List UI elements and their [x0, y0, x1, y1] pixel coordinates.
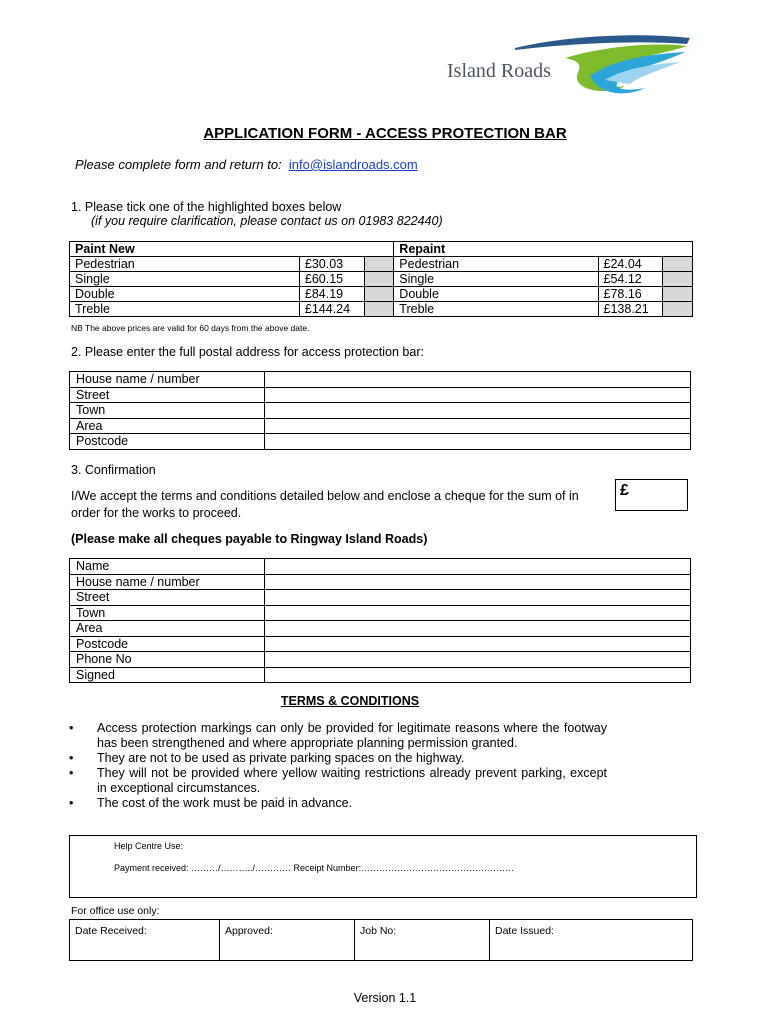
payment-received-line: Payment received: ………/………../………… Receipt Number:……………………………………………: [114, 863, 515, 873]
version-label: Version 1.1: [353, 991, 417, 1005]
repaint-label: Double: [394, 287, 598, 302]
prices-validity-note: NB The above prices are valid for 60 days from the above date.: [71, 323, 310, 333]
field-label: Name: [70, 559, 265, 575]
signature-input[interactable]: [265, 667, 691, 683]
price-row: [70, 257, 693, 272]
field-label: Phone No: [70, 652, 265, 668]
paint-new-price: £84.19: [299, 287, 364, 302]
terms-heading: TERMS & CONDITIONS: [280, 694, 420, 708]
phone-input[interactable]: [265, 652, 691, 668]
paint-new-price: £30.03: [299, 257, 364, 272]
street-input[interactable]: [265, 387, 691, 403]
section2-heading: 2. Please enter the full postal address for access protection bar:: [71, 345, 424, 359]
postcode-input[interactable]: [265, 434, 691, 450]
field-label: Postcode: [70, 434, 265, 450]
section3-heading: 3. Confirmation: [71, 463, 156, 477]
repaint-label: Single: [394, 272, 598, 287]
name-input[interactable]: [265, 559, 691, 575]
paint-new-tick-box[interactable]: [364, 302, 394, 317]
applicant-table: [69, 558, 691, 683]
field-label: Town: [70, 605, 265, 621]
cheques-note: (Please make all cheques payable to Ringway Island Roads): [71, 532, 428, 546]
paint-new-label: Double: [70, 287, 300, 302]
date-issued-cell: Date Issued:: [490, 920, 693, 961]
section1-heading: 1. Please tick one of the highlighted boxes below: [71, 200, 342, 214]
paint-new-label: Single: [70, 272, 300, 287]
terms-list: [62, 721, 607, 811]
list-item: • They will not be provided where yellow waiting restrictions already prevent parking, except in exceptional circumstances.: [62, 766, 607, 796]
price-row: [70, 272, 693, 287]
address-table: [69, 371, 691, 450]
paint-new-price: £144.24: [299, 302, 364, 317]
town-input[interactable]: [265, 605, 691, 621]
repaint-label: Treble: [394, 302, 598, 317]
help-centre-label: Help Centre Use:: [114, 841, 184, 851]
town-input[interactable]: [265, 403, 691, 419]
house-name-input[interactable]: [265, 372, 691, 388]
email-link[interactable]: info@islandroads.com: [288, 157, 418, 172]
paint-new-label: Treble: [70, 302, 300, 317]
intro-line: [75, 157, 418, 172]
field-label: Street: [70, 590, 265, 606]
street-input[interactable]: [265, 590, 691, 606]
repaint-header: Repaint: [394, 242, 693, 257]
repaint-tick-box[interactable]: [663, 272, 693, 287]
house-name-input[interactable]: [265, 574, 691, 590]
price-row: [70, 302, 693, 317]
repaint-price: £138.21: [598, 302, 663, 317]
repaint-tick-box[interactable]: [663, 287, 693, 302]
repaint-price: £54.12: [598, 272, 663, 287]
office-use-table: [69, 919, 693, 961]
repaint-tick-box[interactable]: [663, 302, 693, 317]
field-label: House name / number: [70, 574, 265, 590]
price-row: [70, 287, 693, 302]
acceptance-text: I/We accept the terms and conditions detailed below and enclose a cheque for the sum of in order for the works to proceed.: [71, 489, 579, 520]
repaint-price: £78.16: [598, 287, 663, 302]
field-label: Area: [70, 418, 265, 434]
field-label: Signed: [70, 667, 265, 683]
paint-new-price: £60.15: [299, 272, 364, 287]
cheque-amount-field[interactable]: [615, 479, 688, 511]
intro-text: Please complete form and return to:: [75, 157, 282, 172]
job-no-cell: Job No:: [355, 920, 490, 961]
currency-symbol: £: [620, 482, 629, 499]
logo-text: Island Roads: [447, 60, 551, 82]
paint-new-label: Pedestrian: [70, 257, 300, 272]
field-label: Town: [70, 403, 265, 419]
list-item: • They are not to be used as private parking spaces on the highway.: [62, 751, 607, 766]
paint-new-tick-box[interactable]: [364, 287, 394, 302]
field-label: Area: [70, 621, 265, 637]
list-item: • Access protection markings can only be provided for legitimate reasons where the footway has been strengthened and where appropriate planning permission granted.: [62, 721, 607, 751]
repaint-price: £24.04: [598, 257, 663, 272]
paint-new-header: Paint New: [70, 242, 394, 257]
paint-new-tick-box[interactable]: [364, 272, 394, 287]
repaint-label: Pedestrian: [394, 257, 598, 272]
field-label: House name / number: [70, 372, 265, 388]
list-item: • The cost of the work must be paid in advance.: [62, 796, 607, 811]
price-table: [69, 241, 693, 317]
paint-new-tick-box[interactable]: [364, 257, 394, 272]
repaint-tick-box[interactable]: [663, 257, 693, 272]
area-input[interactable]: [265, 418, 691, 434]
page-title: APPLICATION FORM - ACCESS PROTECTION BAR: [203, 125, 567, 142]
approved-cell: Approved:: [220, 920, 355, 961]
office-use-label: For office use only:: [71, 905, 160, 917]
postcode-input[interactable]: [265, 636, 691, 652]
area-input[interactable]: [265, 621, 691, 637]
date-received-cell: Date Received:: [70, 920, 220, 961]
field-label: Street: [70, 387, 265, 403]
section1-note: (if you require clarification, please contact us on 01983 822440): [91, 214, 443, 228]
field-label: Postcode: [70, 636, 265, 652]
